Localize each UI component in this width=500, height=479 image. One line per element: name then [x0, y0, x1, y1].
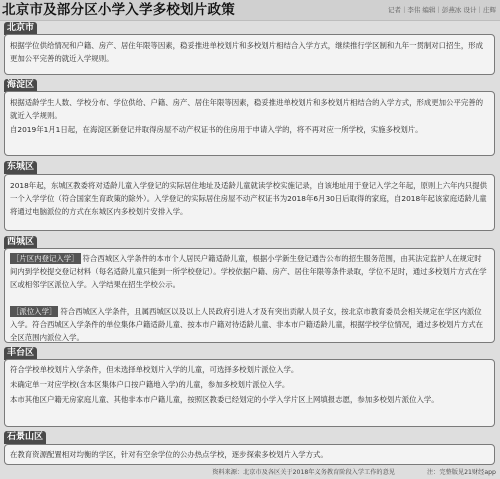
section-item-lottery — [10, 305, 489, 344]
section-paragraph: 根据学位供给情况和户籍、房产、居住年限等因素，稳妥推进单校划片和多校划片相结合入学方式，继续推行学区制和九年一贯制对口招生，形成更加公平完善的就近入学规则。 — [10, 41, 484, 63]
section-paragraph: 根据适龄学生人数、学校分布、学位供给、户籍、房产、居住年限等因素，稳妥推进单校划片和多校划片相结合的入学方式，形成更加公平完善的就近入学规则。 — [10, 98, 484, 120]
section-shijingshan — [4, 431, 495, 463]
section-paragraph: 符合学校单校划片入学条件，但未选择单校划片入学的儿童，可选择多校划片派位入学。 — [10, 365, 299, 374]
section-dongcheng — [4, 161, 495, 229]
header-bar — [0, 0, 500, 21]
section-paragraph: 本市其他区户籍无房家庭儿童、其他非本市户籍儿童，按照区教委已经划定的小学入学片区上网填报志愿，参加多校划片派位入学。 — [10, 395, 439, 404]
section-item-registration — [10, 252, 489, 291]
section-item-tag: ［片区内登记入学］ — [12, 254, 79, 263]
section-card-fengtai — [4, 359, 495, 427]
section-card-dongcheng — [4, 174, 495, 231]
section-xicheng — [4, 236, 495, 340]
section-card-xicheng — [4, 248, 495, 343]
section-tab-dongcheng: 东城区 — [4, 161, 37, 174]
page-title: 北京市及部分区小学入学多校划片政策 — [2, 2, 235, 18]
section-tab-fengtai: 丰台区 — [4, 347, 37, 360]
section-tab-haidian: 海淀区 — [4, 79, 37, 92]
section-paragraph: 在教育资源配置相对均衡的学区，针对有空余学位的公办热点学校，逐步探索多校划片入学方式。 — [10, 450, 328, 459]
credits-text: 记者｜李伟 编辑｜彭燕冰 设计｜庄辉 — [387, 6, 496, 14]
footer — [0, 463, 500, 479]
watermark-note: 注：完整版见21财经app — [426, 469, 496, 476]
section-beijing — [4, 22, 495, 74]
section-tab-xicheng: 西城区 — [4, 236, 37, 249]
section-tab-beijing: 北京市 — [4, 22, 37, 35]
section-haidian — [4, 79, 495, 154]
section-paragraph: 2018年起，东城区教委将对适龄儿童入学登记的实际居住地址及适龄儿童就读学校实施记录，自该地址用于登记入学之年起，原则上六年内只提供一个入学学位（符合国家生育政策的除外）。入学登记的实际居住房屋不动产权证书为2018年6月30日后取得的家庭，自2018年起该家庭适龄儿童将通过电脑派位的方式在东城区内多校划片安排入学。 — [10, 181, 488, 216]
section-card-haidian — [4, 91, 495, 156]
source-note: 资料来源：北京市及各区关于2018年义务教育阶段入学工作的意见 — [212, 469, 395, 476]
section-card-beijing — [4, 34, 495, 75]
section-tab-shijingshan: 石景山区 — [4, 431, 46, 444]
section-paragraph: 自2019年1月1日起，在海淀区新登记并取得房屋不动产权证书的住房用于申请入学的，将不再对应一所学校，实施多校划片。 — [10, 125, 423, 134]
section-item-text: 符合西城区入学条件，且属西城区以及以上人民政府引进人才及有突出贡献人员子女，按北京市教育委员会相关规定在学区内派位入学。符合西城区入学条件的单位集体户籍适龄儿童、按本市户籍对待适龄儿童、非本市户籍适龄儿童，根据学校学位情况，通过多校划片方式在全区范围内派位入学。 — [10, 307, 484, 342]
section-item-text: 符合西城区入学条件的本市个人居民户籍适龄儿童，根据小学新生登记通告公布的招生服务范围，由其法定监护人在规定时间内到学校提交登记材料（每名适龄儿童只能到一所学校登记）。学校依据户籍、房产、居住年限等条件录取，学位不足时，通过多校划片方式在学区或相邻学区派位入学。入学结果在招生学校公示。 — [10, 254, 487, 289]
section-paragraph: 未确定单一对应学校(含本区集体户口按户籍地入学)的儿童，参加多校划片派位入学。 — [10, 380, 290, 389]
section-item-tag: ［派位入学］ — [12, 307, 57, 316]
section-fengtai — [4, 347, 495, 425]
section-card-shijingshan — [4, 444, 495, 465]
